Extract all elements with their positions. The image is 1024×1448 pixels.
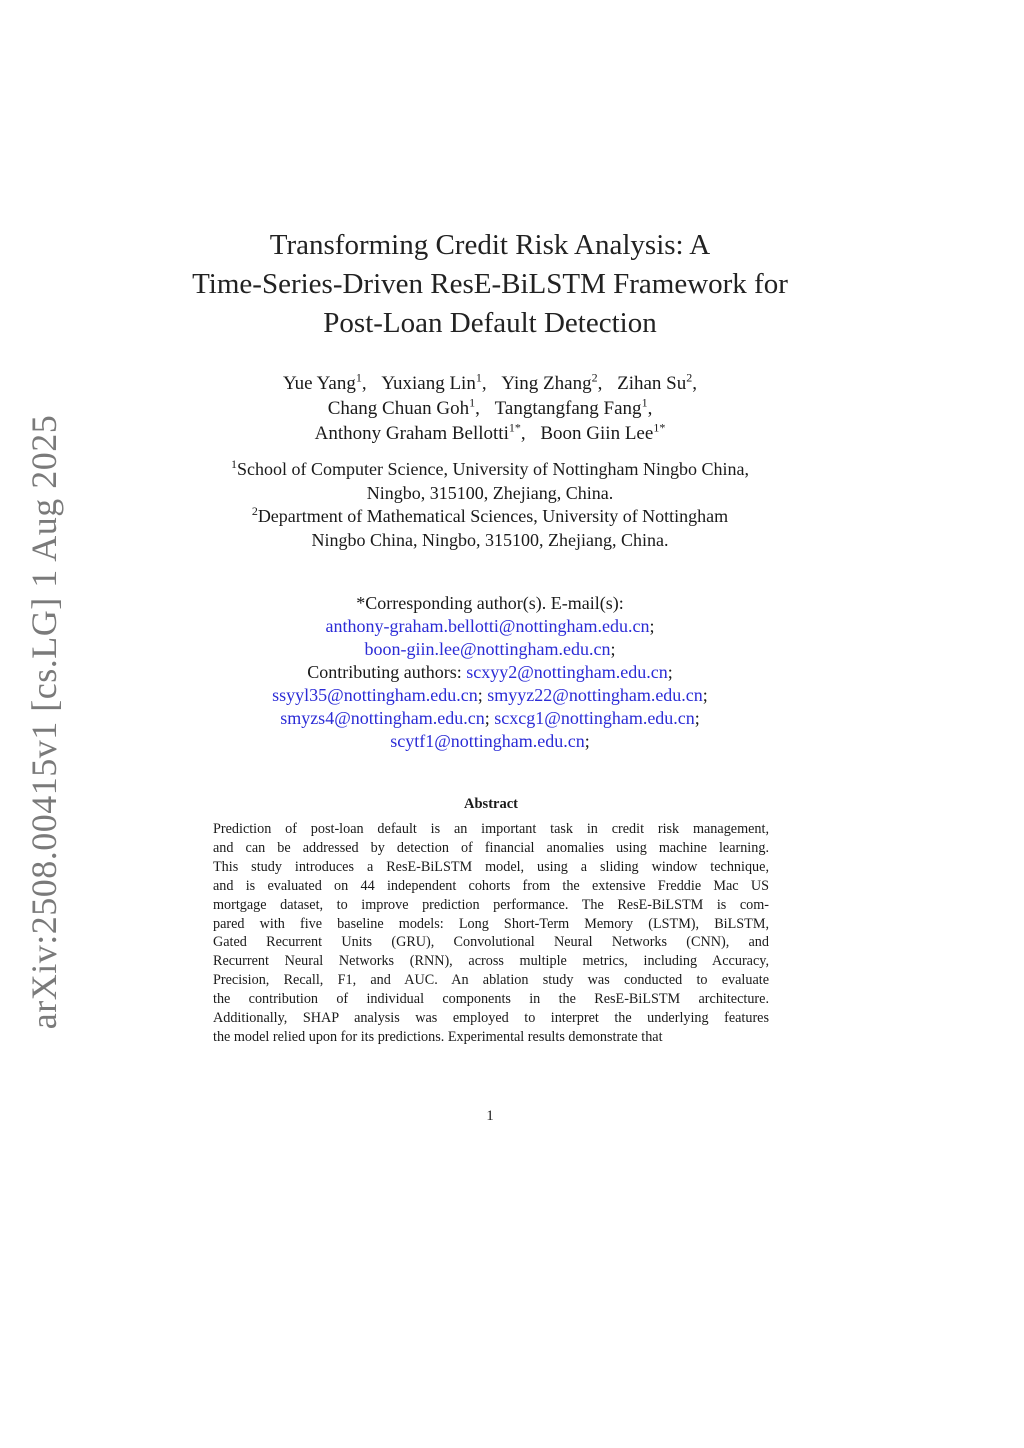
email-link[interactable]: anthony-graham.bellotti@nottingham.edu.cn xyxy=(325,616,650,636)
email-link[interactable]: scxcg1@nottingham.edu.cn xyxy=(494,708,695,728)
author: Yue Yang$^1$, xyxy=(283,370,367,394)
abstract-line: pared with five baseline models: Long Short-Term Memory (LSTM), BiLSTM, xyxy=(213,915,769,932)
abstract-body xyxy=(213,820,769,1047)
email-link[interactable]: scxyy2@nottingham.edu.cn xyxy=(466,662,668,682)
contributing-email-line-2: ssyyl35@nottingham.edu.cn; smyyz22@nottingham.edu.cn; xyxy=(272,685,708,705)
affiliations xyxy=(170,458,810,552)
paper-title xyxy=(160,226,820,343)
affiliation-1-line-2: Ningbo, 315100, Zhejiang, China. xyxy=(366,482,614,503)
email-link[interactable]: smyyz22@nottingham.edu.cn xyxy=(487,685,703,705)
abstract-line: the model relied upon for its predictions. Experimental results demonstrate that xyxy=(213,1028,663,1045)
author: Yuxiang Lin$^1$, xyxy=(381,370,487,394)
author: Boon Giin Lee$^{1*}$ xyxy=(540,420,666,444)
contributing-authors-line: Contributing authors: scxyy2@nottingham.edu.cn; xyxy=(307,662,673,682)
arxiv-identifier-stamp: arXiv:2508.00415v1 [cs.LG] 1 Aug 2025 xyxy=(24,414,64,1030)
affiliation-2-line-2: Ningbo China, Ningbo, 315100, Zhejiang, China. xyxy=(311,529,669,550)
email-link[interactable]: ssyyl35@nottingham.edu.cn xyxy=(272,685,478,705)
email-link[interactable]: smyzs4@nottingham.edu.cn xyxy=(280,708,485,728)
author: Chang Chuan Goh$^1$, xyxy=(327,395,480,419)
author-line-2 xyxy=(160,396,820,421)
abstract-heading: Abstract xyxy=(464,796,518,812)
abstract-line: and is evaluated on 44 independent cohorts from the extensive Freddie Mac US xyxy=(213,877,769,894)
abstract-line: Gated Recurrent Units (GRU), Convolutional Neural Networks (CNN), and xyxy=(213,934,769,951)
title-line-1: Transforming Credit Risk Analysis: A xyxy=(269,229,711,261)
author: Tangtangfang Fang$^1$, xyxy=(494,395,653,419)
affiliation-1-line-1: $^1$School of Computer Science, University of Nottingham Ningbo China, xyxy=(231,457,749,479)
contributing-email-line-3: smyzs4@nottingham.edu.cn; scxcg1@nottingham.edu.cn; xyxy=(280,708,700,728)
abstract-line: This study introduces a ResE-BiLSTM model, using a sliding window technique, xyxy=(213,858,769,875)
author: Zihan Su$^2$, xyxy=(617,370,697,394)
author: Anthony Graham Bellotti$^{1*}$, xyxy=(314,420,526,444)
author: Ying Zhang$^2$, xyxy=(501,370,603,394)
contributing-email-line-4: scytf1@nottingham.edu.cn; xyxy=(390,731,590,751)
page-number: 1 xyxy=(486,1108,494,1124)
abstract-line: Prediction of post-loan default is an important task in credit risk management, xyxy=(213,821,769,837)
corresponding-heading: *Corresponding author(s). E-mail(s): xyxy=(356,593,624,613)
abstract-line: mortgage dataset, to improve prediction performance. The ResE-BiLSTM is com- xyxy=(213,896,769,913)
title-line-3: Post-Loan Default Detection xyxy=(323,307,657,339)
author-list xyxy=(160,371,820,446)
corresponding-email-line-2: boon-giin.lee@nottingham.edu.cn; xyxy=(364,639,616,659)
abstract-line: Precision, Recall, F1, and AUC. An ablation study was conducted to evaluate xyxy=(213,972,769,989)
title-line-2: Time-Series-Driven ResE-BiLSTM Framework for xyxy=(192,268,788,300)
abstract-line: the contribution of individual components in the ResE-BiLSTM architecture. xyxy=(213,991,769,1008)
email-link[interactable]: scytf1@nottingham.edu.cn xyxy=(390,731,585,751)
abstract-line: and can be addressed by detection of financial anomalies using machine learning. xyxy=(213,839,769,856)
affiliation-2-line-1: $^2$Department of Mathematical Sciences, University of Nottingham xyxy=(251,504,729,526)
author-line-3 xyxy=(160,421,820,446)
corresponding-email-line-1: anthony-graham.bellotti@nottingham.edu.cn; xyxy=(325,616,655,636)
abstract-line: Recurrent Neural Networks (RNN), across multiple metrics, including Accuracy, xyxy=(213,953,769,970)
correspondence-block xyxy=(170,592,810,753)
author-line-1 xyxy=(160,371,820,396)
abstract-line: Additionally, SHAP analysis was employed to interpret the underlying features xyxy=(213,1010,769,1027)
email-link[interactable]: boon-giin.lee@nottingham.edu.cn xyxy=(364,639,611,659)
